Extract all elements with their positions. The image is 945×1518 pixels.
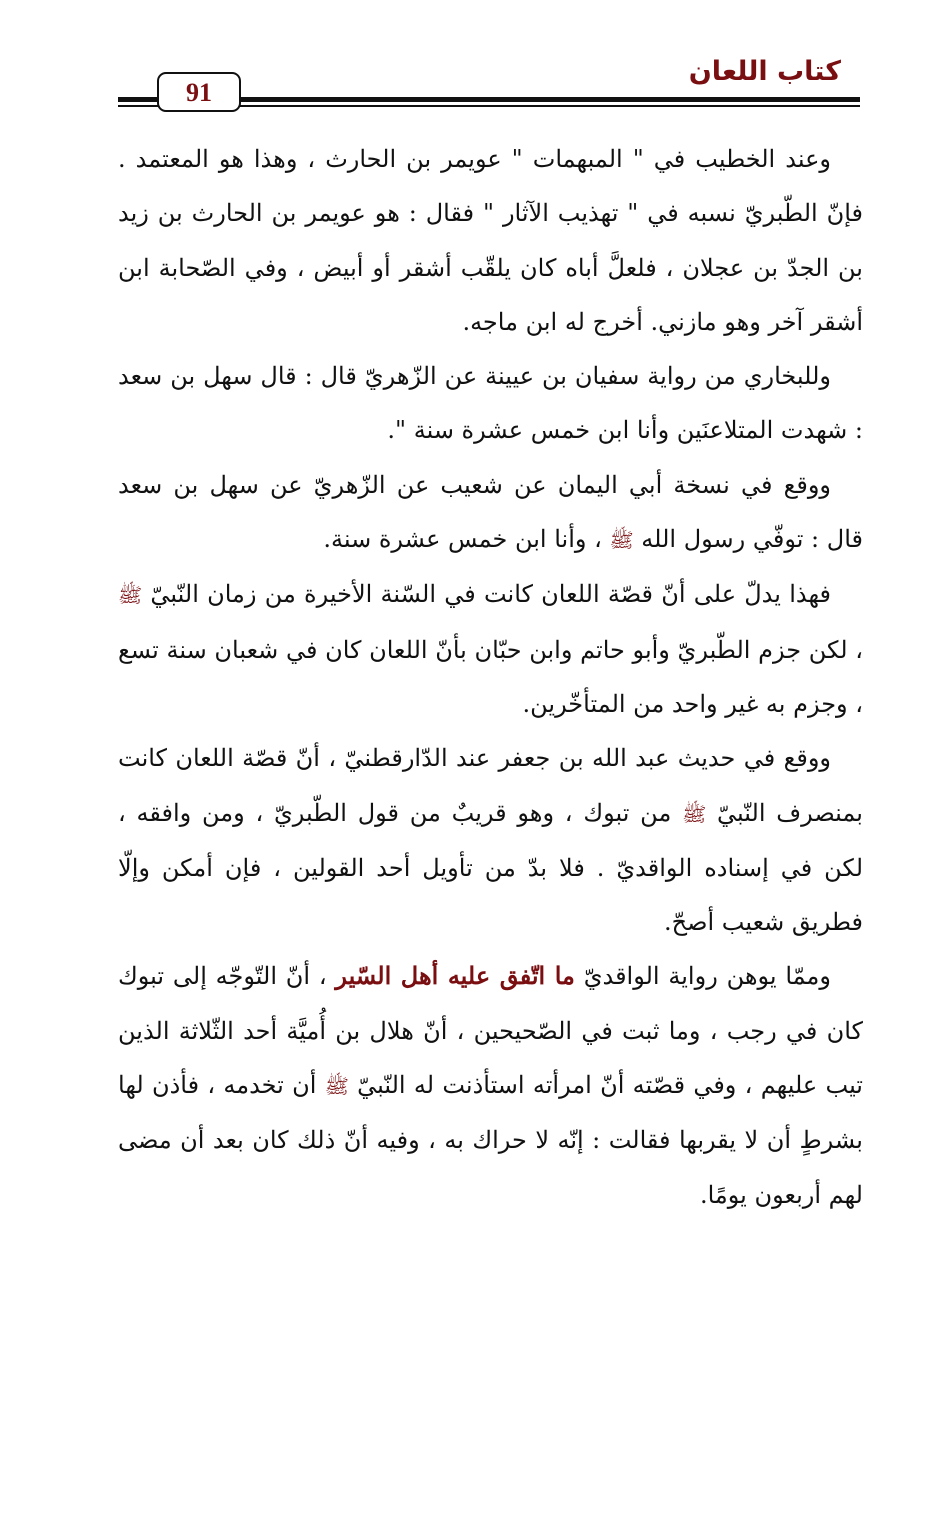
paragraph-text: وللبخاري من رواية سفيان بن عيينة عن الزّهريّ قال : قال سهل بن سعد : شهدت المتلاعنَين وأنا ابن خمس عشرة سنة ". bbox=[118, 362, 863, 445]
paragraph bbox=[118, 949, 863, 1221]
salawat-glyph: ﷺ bbox=[118, 583, 143, 608]
paragraph-text: فهذا يدلّ على أنّ قصّة اللعان كانت في السّنة الأخيرة من زمان النّبيّ bbox=[142, 580, 831, 609]
paragraph bbox=[118, 458, 863, 568]
paragraph bbox=[118, 567, 863, 731]
paragraph bbox=[118, 349, 863, 458]
highlighted-phrase: ما اتّفق عليه أهل السّير bbox=[335, 961, 575, 991]
paragraph-text: من تبوك ، وهو قريبٌ من قول الطّبريّ ، ومن وافقه ، لكن في إسناده الواقديّ . فلا بدّ من تأويل أحد القولين ، فإن أمكن وإلّا فطريق شعيب أصحّ. bbox=[118, 798, 864, 937]
paragraph-text: وعند الخطيب في " المبهمات " عويمر بن الحارث ، وهذا هو المعتمد . فإنّ الطّبريّ نسبه في " تهذيب الآثار " فقال : هو عويمر بن الحارث بن زيد بن الجدّ بن عجلان ، فلعلَّ أباه كان يلقّب أشقر أو أبيض ، وفي الصّحابة ابن أشقر آخر وهو مازني. أخرج له ابن ماجه. bbox=[118, 145, 864, 336]
page-number-box bbox=[157, 72, 241, 112]
paragraph bbox=[118, 731, 863, 949]
paragraph-text: ووقع في نسخة أبي اليمان عن شعيب عن الزّهريّ عن سهل بن سعد قال : توفّي رسول الله bbox=[118, 470, 863, 554]
page-number: 91 bbox=[186, 78, 212, 107]
paragraph-text: أن تخدمه ، فأذن لها بشرطٍ أن لا يقربها فقالت : إنّه لا حراك به ، وفيه أنّ ذلك كان بعد أن مضى لهم أربعون يومًا. bbox=[118, 1071, 863, 1209]
paragraph-text: ووقع في حديث عبد الله بن جعفر عند الدّارقطنيّ ، أنّ قصّة اللعان كانت بمنصرف النّبيّ bbox=[118, 744, 863, 827]
salawat-glyph: ﷺ bbox=[682, 801, 707, 826]
paragraph-text: ، أنّ التّوجّه إلى تبوك كان في رجب ، وما ثبت في الصّحيحين ، أنّ هلال بن أُميَّة أحد الثّلاثة الذين تيب عليهم ، وفي قصّته أنّ امرأته استأذنت له النّبيّ bbox=[118, 962, 863, 1100]
paragraph-text: وممّا يوهن رواية الواقديّ bbox=[574, 962, 831, 991]
book-title: كتاب اللعان bbox=[688, 56, 841, 87]
page-header bbox=[0, 0, 945, 120]
salawat-glyph: ﷺ bbox=[324, 1074, 349, 1099]
paragraph bbox=[118, 132, 863, 349]
salawat-glyph: ﷺ bbox=[609, 528, 634, 553]
paragraph-text: ، وأنا ابن خمس عشرة سنة. bbox=[323, 525, 602, 554]
page-body bbox=[118, 132, 863, 1222]
paragraph-text: ، لكن جزم الطّبريّ وأبو حاتم وابن حبّان بأنّ اللعان كان في شعبان سنة تسع ، وجزم به غير واحد من المتأخّرين. bbox=[118, 635, 863, 718]
